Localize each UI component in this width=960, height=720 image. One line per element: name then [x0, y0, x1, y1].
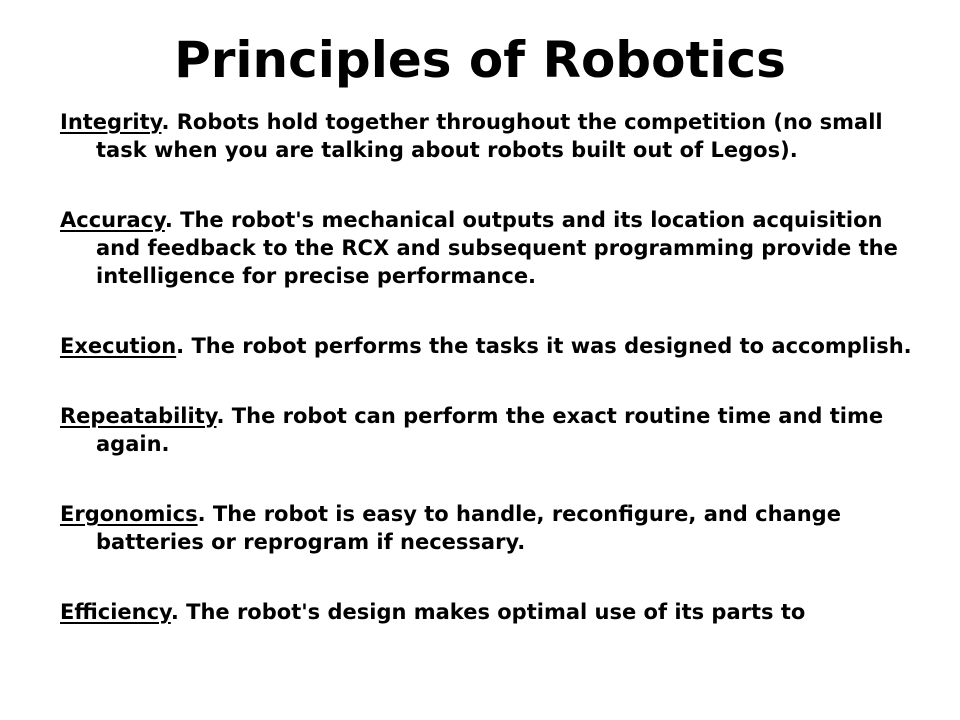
principles-list	[60, 108, 920, 668]
principle-description: The robot is easy to handle, reconfigure, and change batteries or reprogram if necessary.	[96, 502, 841, 554]
principle-repeatability: Repeatability. The robot can perform the exact routine time and time again.	[60, 404, 884, 456]
principle-term: Repeatability	[60, 404, 217, 428]
principle-accuracy: Accuracy. The robot's mechanical outputs and its location acquisition and feedback to the RCX and subsequent programming provide the intelligence for precise performance.	[60, 208, 898, 288]
principle-term: Execution	[60, 334, 177, 358]
slide-title: Principles of Robotics	[174, 31, 786, 89]
principle-integrity: Integrity. Robots hold together throughout the competition (no small task when you are talking about robots built out of Legos).	[60, 110, 883, 162]
principle-description: The robot can perform the exact routine time and time again.	[96, 404, 884, 456]
principle-term: Integrity	[60, 110, 162, 134]
principle-execution: Execution. The robot performs the tasks it was designed to accomplish.	[60, 334, 912, 358]
principle-description: The robot's design makes optimal use of its parts to	[186, 600, 806, 624]
principle-term: Efficiency	[60, 600, 171, 624]
principle-efficiency: Efficiency. The robot's design makes optimal use of its parts to	[60, 600, 806, 624]
principle-term: Ergonomics	[60, 502, 198, 526]
principle-description: The robot performs the tasks it was designed to accomplish.	[191, 334, 912, 358]
principle-description: Robots hold together throughout the competition (no small task when you are talking about robots built out of Legos).	[96, 110, 883, 162]
principle-ergonomics: Ergonomics. The robot is easy to handle, reconfigure, and change batteries or reprogram if necessary.	[60, 502, 841, 554]
principle-term: Accuracy	[60, 208, 165, 232]
principle-description: The robot's mechanical outputs and its location acquisition and feedback to the RCX and subsequent programming provide the intelligence for precise performance.	[96, 208, 898, 288]
